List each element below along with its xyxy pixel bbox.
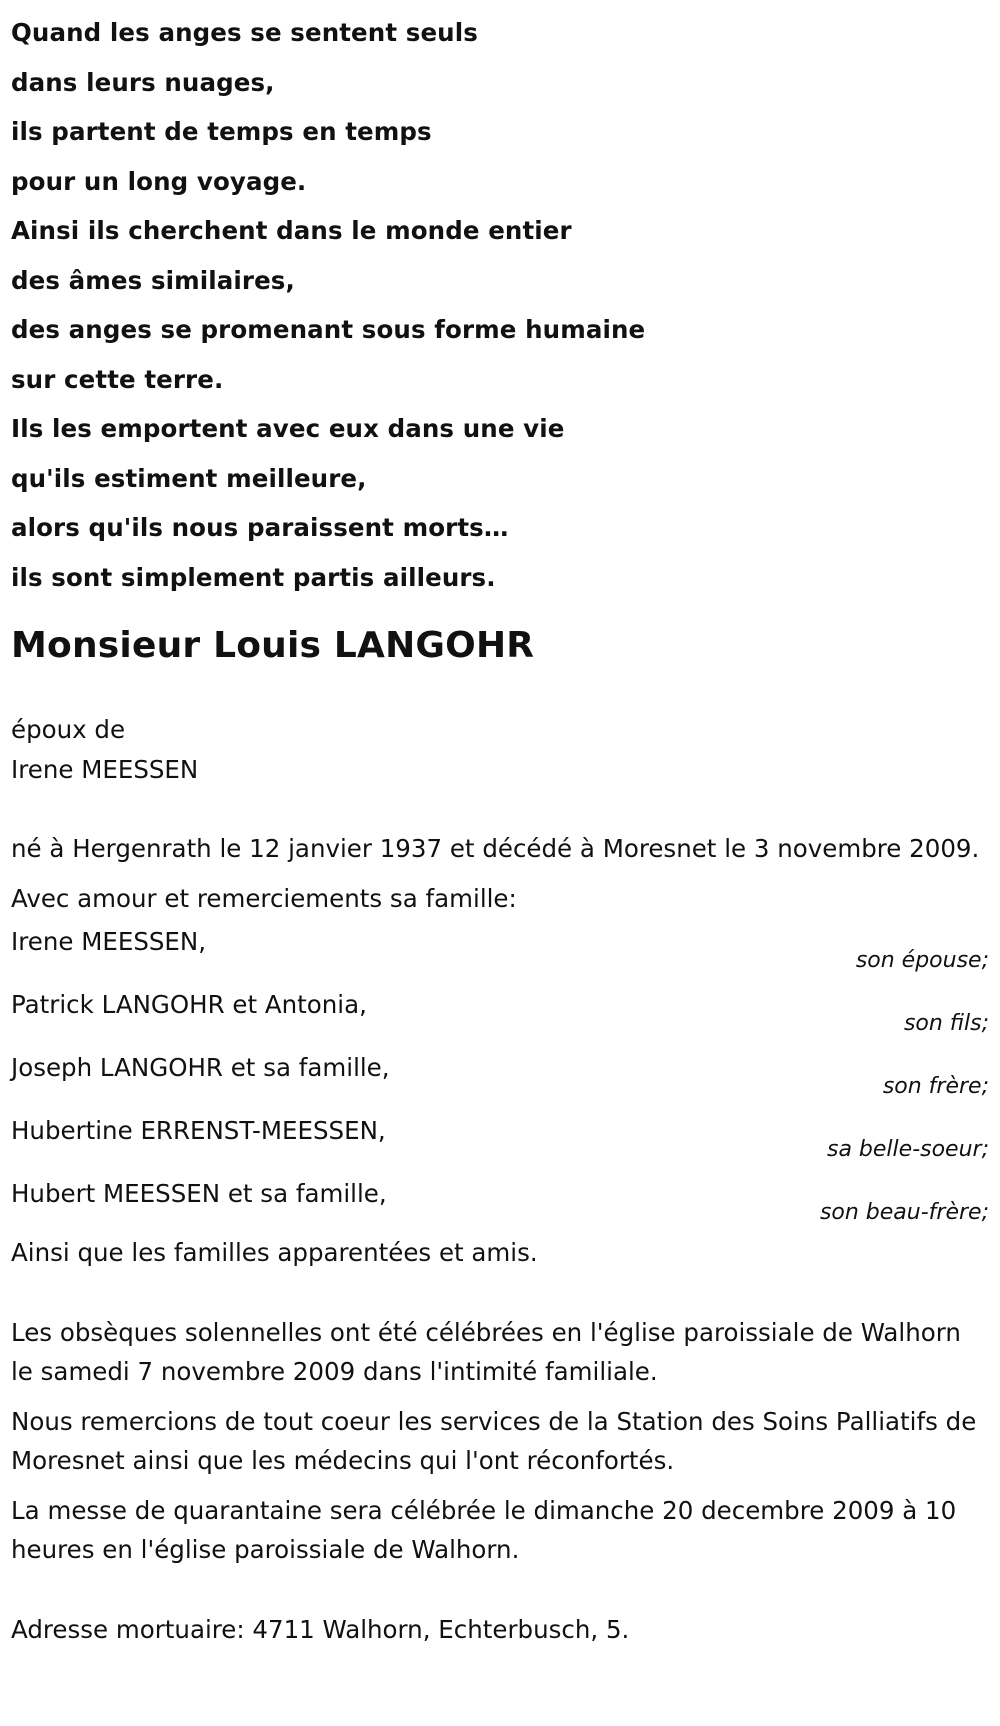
family-member [11, 985, 989, 1048]
birth-death-text: né à Hergenrath le 12 janvier 1937 et décédé à Moresnet le 3 novembre 2009. [11, 834, 980, 863]
funeral-announcement: Les obsèques solennelles ont été célébrées en l'église paroissiale de Walhorn le samedi 7 novembre 2009 dans l'intimité familiale. [11, 1317, 961, 1386]
poem-line: alors qu'ils nous paraissent morts… [11, 513, 509, 542]
poem-line: sur cette terre. [11, 364, 224, 394]
family-member-relation: son frère; [882, 1074, 989, 1099]
poem-line: des âmes similaires, [11, 265, 295, 295]
poem-line: qu'ils estiment meilleure, [11, 463, 367, 493]
family-list [11, 922, 989, 1237]
poem-line: Quand les anges se sentent seuls [11, 18, 478, 47]
mortuary-address: Adresse mortuaire: 4711 Walhorn, Echterbusch, 5. [11, 1614, 630, 1644]
family-member [11, 922, 989, 985]
poem-line: ils partent de temps en temps [11, 117, 432, 146]
deceased-name-title: Monsieur Louis LANGOHR [11, 625, 535, 666]
family-member [11, 1174, 989, 1237]
obituary-page [11, 0, 989, 1649]
poem-line: pour un long voyage. [11, 166, 307, 196]
spouse-block [11, 710, 989, 789]
poem-line: Ils les emportent avec eux dans une vie [11, 414, 565, 443]
spouse-name: Irene MEESSEN [11, 754, 199, 784]
poem-line: dans leurs nuages, [11, 67, 275, 97]
mass-announcement: La messe de quarantaine sera célébrée le dimanche 20 decembre 2009 à 10 heures en l'église paroissiale de Walhorn. [11, 1495, 957, 1564]
spouse-label: époux de [11, 715, 126, 744]
family-others: Ainsi que les familles apparentées et amis. [11, 1238, 538, 1267]
family-member [11, 1048, 989, 1111]
poem-line: des anges se promenant sous forme humaine [11, 315, 646, 344]
family-member-name: Hubertine ERRENST-MEESSEN, [11, 1116, 386, 1145]
family-member-relation: son fils; [903, 1011, 989, 1036]
poem [11, 0, 989, 602]
family-member-name: Irene MEESSEN, [11, 927, 207, 956]
family-intro: Avec amour et remerciements sa famille: [11, 883, 517, 913]
family-member-relation: sa belle-soeur; [827, 1137, 989, 1162]
family-member-relation: son beau-frère; [819, 1200, 989, 1225]
poem-line: ils sont simplement partis ailleurs. [11, 562, 496, 592]
family-member-name: Joseph LANGOHR et sa famille, [11, 1053, 390, 1082]
family-member-name: Patrick LANGOHR et Antonia, [11, 990, 367, 1019]
thanks-announcement: Nous remercions de tout coeur les services de la Station des Soins Palliatifs de Moresnet ainsi que les médecins qui l'ont réconfortés. [11, 1406, 977, 1475]
family-member [11, 1111, 989, 1174]
family-member-relation: son épouse; [855, 948, 989, 973]
family-member-name: Hubert MEESSEN et sa famille, [11, 1179, 387, 1208]
poem-line: Ainsi ils cherchent dans le monde entier [11, 216, 572, 245]
